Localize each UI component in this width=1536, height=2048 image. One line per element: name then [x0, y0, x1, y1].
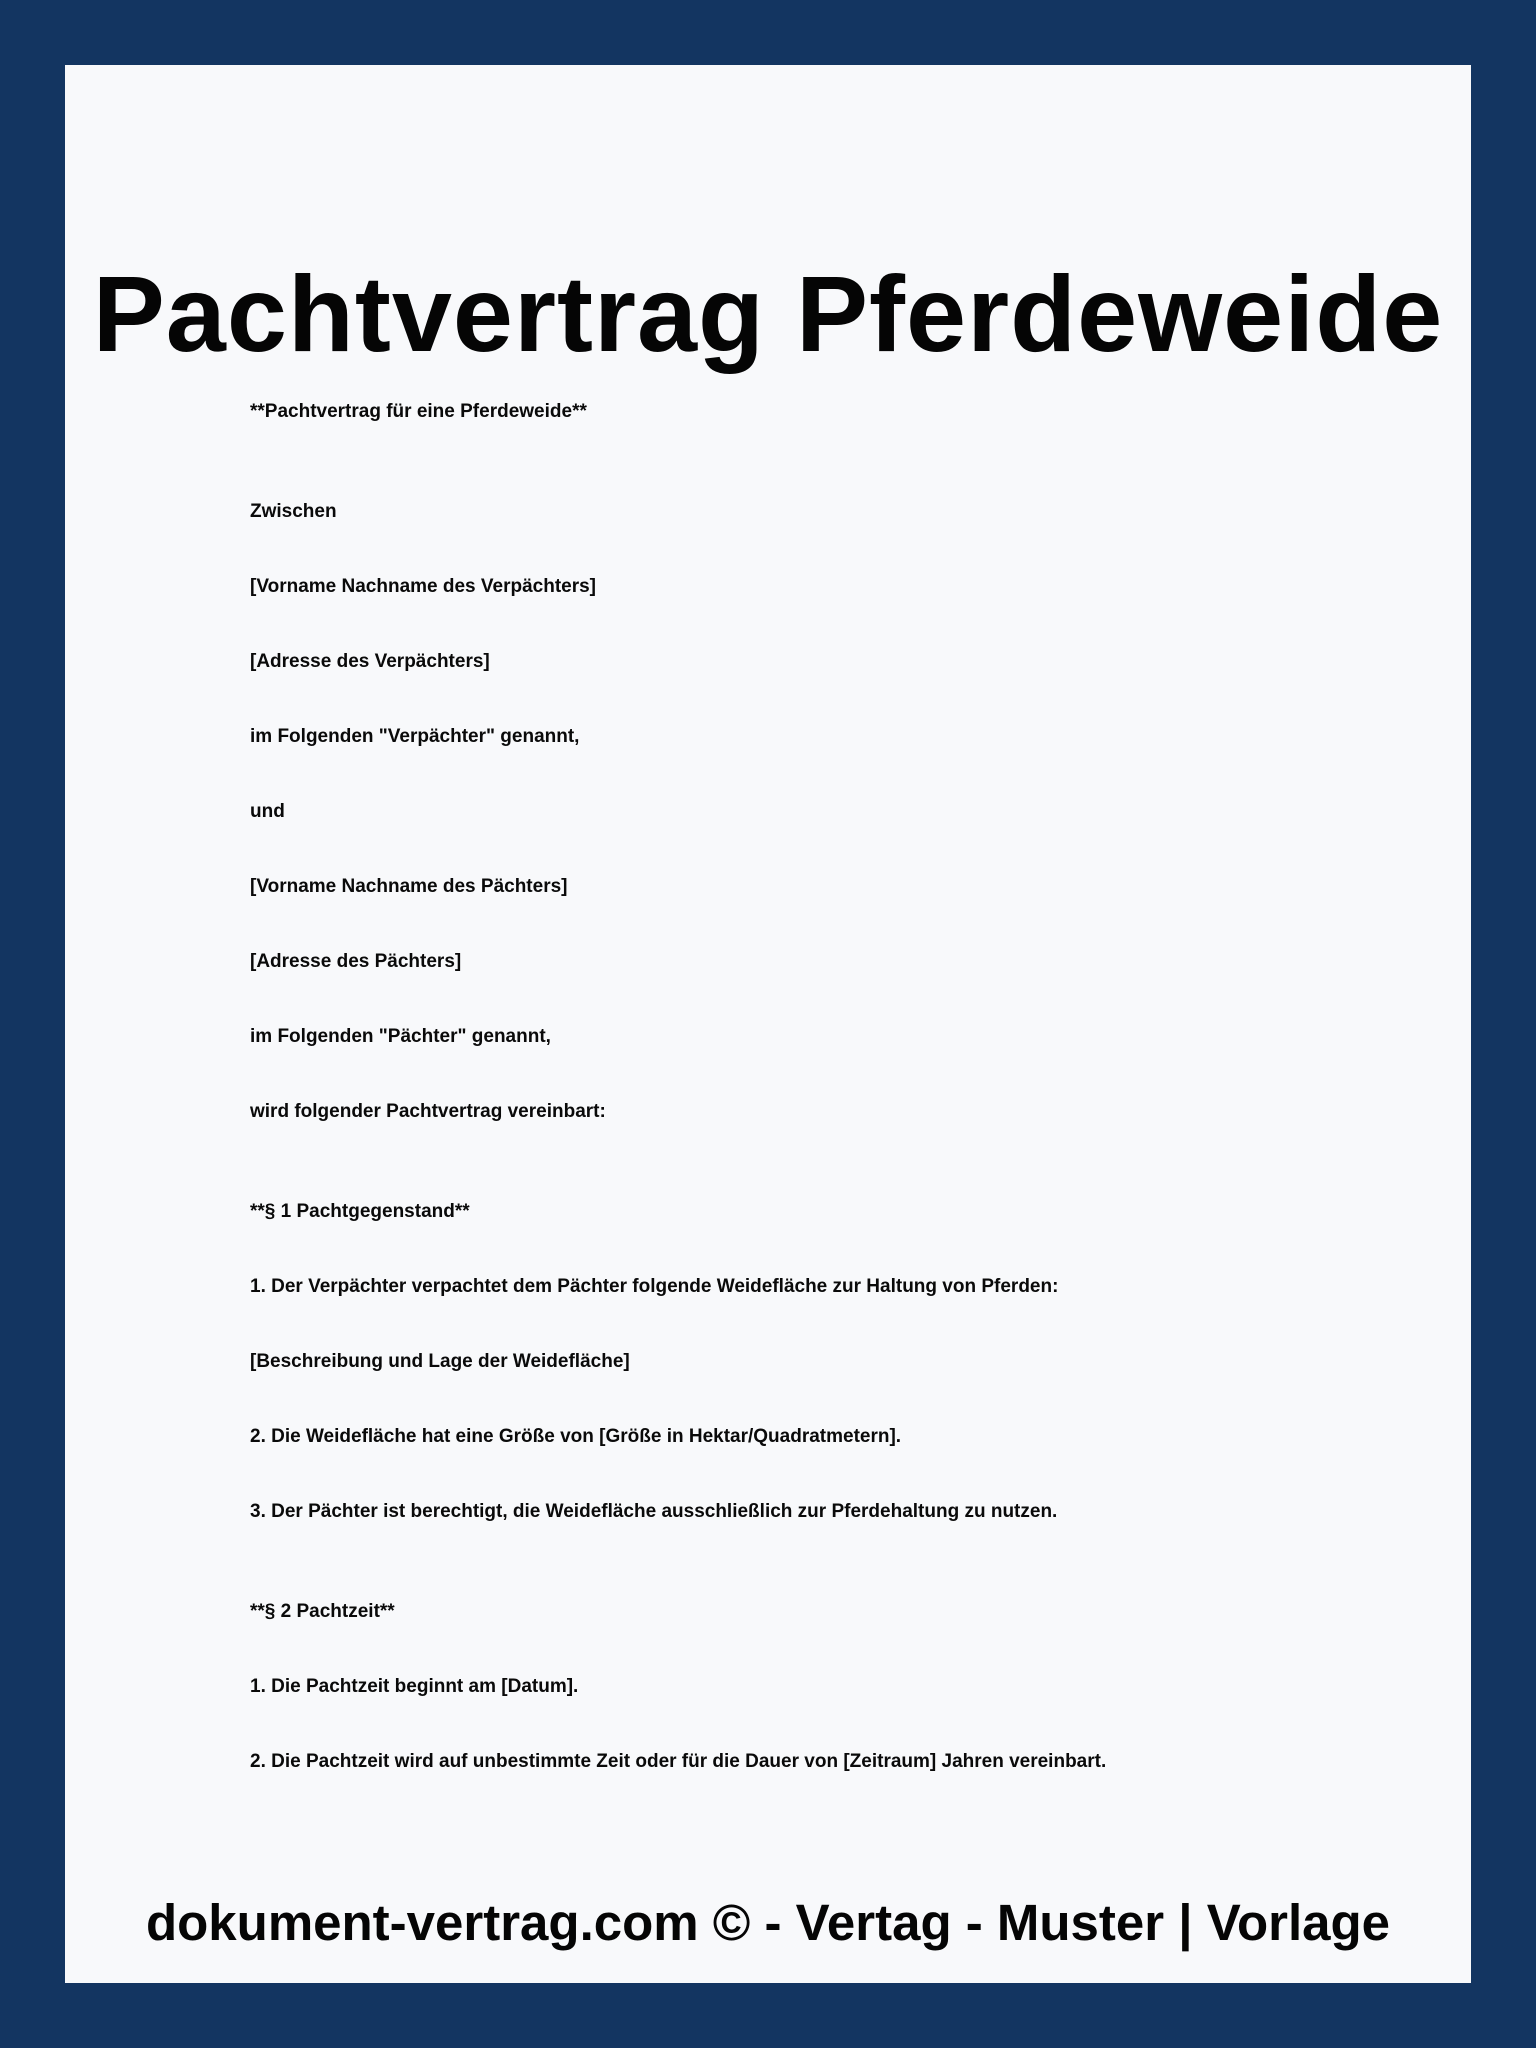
text-und: und	[250, 801, 285, 822]
agreement-intro: wird folgender Pachtvertrag vereinbart:	[250, 1101, 606, 1122]
lessee-name-placeholder: [Vorname Nachname des Pächters]	[250, 876, 568, 897]
section-2-clause-2: 2. Die Pachtzeit wird auf unbestimmte Zeit oder für die Dauer von [Zeitraum] Jahren vereinbart.	[250, 1751, 1107, 1772]
document-title: Pachtvertrag Pferdeweide	[92, 253, 1444, 374]
section-2-heading: **§ 2 Pachtzeit**	[250, 1601, 395, 1622]
lessee-designation: im Folgenden "Pächter" genannt,	[250, 1026, 551, 1047]
text-zwischen: Zwischen	[250, 501, 337, 522]
document-page	[65, 65, 1471, 1983]
section-1-clause-3: 3. Der Pächter ist berechtigt, die Weidefläche ausschließlich zur Pferdehaltung zu nutzen.	[250, 1501, 1058, 1522]
pasture-description-placeholder: [Beschreibung und Lage der Weidefläche]	[250, 1351, 630, 1372]
lessor-designation: im Folgenden "Verpächter" genannt,	[250, 726, 580, 747]
section-1-clause-1: 1. Der Verpächter verpachtet dem Pächter folgende Weidefläche zur Haltung von Pferden:	[250, 1276, 1059, 1297]
footer-watermark: dokument-vertrag.com © - Vertag - Muster | Vorlage	[146, 1894, 1390, 1951]
contract-heading: **Pachtvertrag für eine Pferdeweide**	[250, 401, 587, 422]
section-2-clause-1: 1. Die Pachtzeit beginnt am [Datum].	[250, 1676, 579, 1697]
lessee-address-placeholder: [Adresse des Pächters]	[250, 951, 462, 972]
lessor-address-placeholder: [Adresse des Verpächters]	[250, 651, 490, 672]
section-1-heading: **§ 1 Pachtgegenstand**	[250, 1201, 470, 1222]
lessor-name-placeholder: [Vorname Nachname des Verpächters]	[250, 576, 597, 597]
section-1-clause-2: 2. Die Weidefläche hat eine Größe von [Größe in Hektar/Quadratmetern].	[250, 1426, 902, 1447]
